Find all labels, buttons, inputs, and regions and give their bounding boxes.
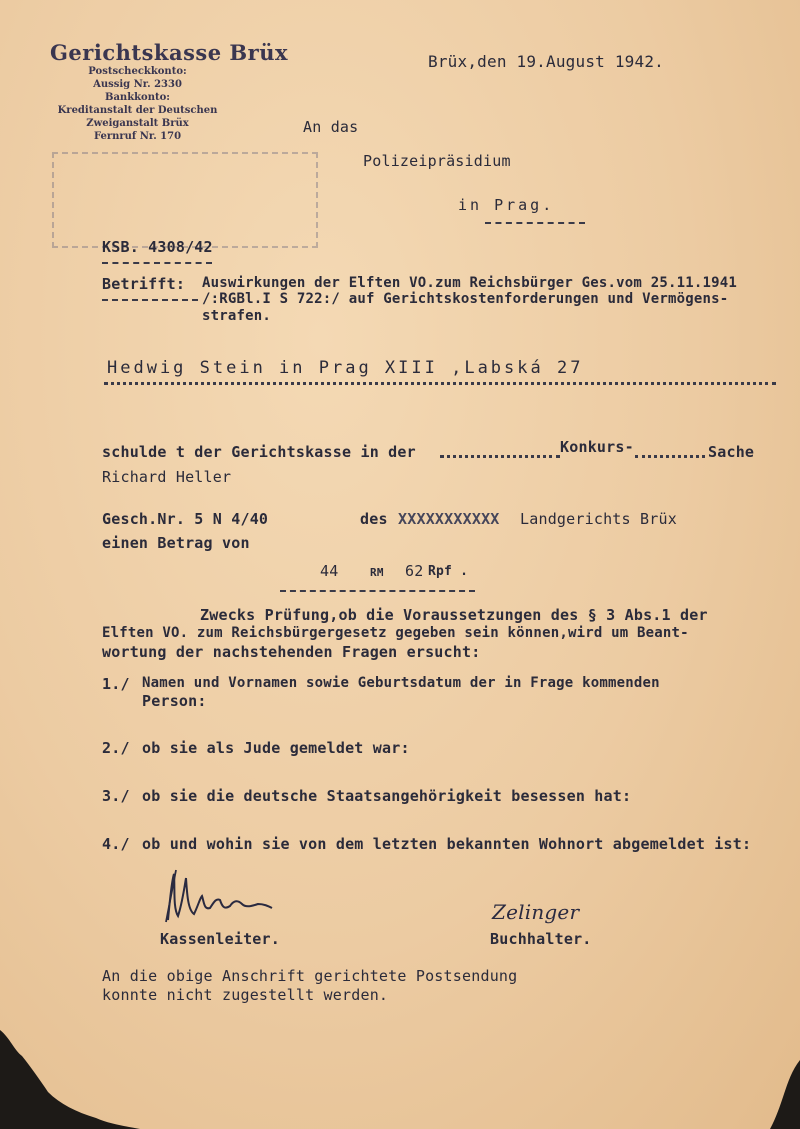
place-date: Brüx,den 19.August 1942. [428, 52, 664, 71]
court-name: Landgerichts Brüx [520, 510, 677, 528]
kassenleiter-signature [160, 868, 275, 928]
debtor-line: Hedwig Stein in Prag XIII ,Labská 27 [107, 358, 584, 378]
subject-dash [102, 299, 198, 301]
underline-prag [485, 222, 585, 224]
owes-text: schulde t der Gerichtskasse in der [102, 443, 416, 461]
recipient-line-2: Polizeipräsidium [363, 152, 511, 170]
question-2-text: ob sie als Jude gemeldet war: [142, 739, 410, 757]
question-3-num: 3./ [102, 787, 130, 805]
amount-rm: 44 [320, 562, 339, 580]
amount-underline [280, 590, 475, 592]
kassenleiter-title: Kassenleiter. [160, 930, 280, 948]
subject-line-1: Auswirkungen der Elften VO.zum Reichsbürger Ges.vom 25.11.1941 [202, 275, 737, 291]
subject-line-3: strafen. [202, 308, 272, 324]
faint-stamp-mark [52, 152, 318, 248]
office-line: Zweiganstalt Brüx [86, 118, 189, 129]
case-dots-2 [635, 455, 705, 458]
struck-text: XXXXXXXXXXX [398, 510, 500, 528]
party-name: Richard Heller [102, 468, 232, 486]
case-sache: Sache [708, 443, 755, 461]
letterhead-stamp [50, 40, 288, 143]
recipient-line-3: in Prag. [458, 196, 555, 214]
gesch-nr: Gesch.Nr. 5 N 4/40 [102, 510, 269, 528]
office-line: Postscheckkonto: [88, 66, 187, 77]
question-3-text: ob sie die deutsche Staatsangehörigkeit besessen hat: [142, 787, 632, 805]
des-label: des [360, 510, 388, 528]
footer-line-1: An die obige Anschrift gerichtete Postsendung [102, 967, 518, 985]
case-type: Konkurs- [560, 438, 634, 456]
recipient-line-1: An das [303, 118, 359, 136]
question-1-cont: Person: [142, 692, 207, 710]
buchhalter-signature: Zelinger [492, 900, 580, 924]
underline-reference [102, 262, 212, 264]
subject-line-2: /:RGBl.I S 722:/ auf Gerichtskostenforderungen und Vermögens- [202, 291, 729, 307]
reference-number: KSB. 4308/42 [102, 238, 213, 256]
debtor-dotted-line [104, 382, 776, 385]
torn-corner-bottom-right [740, 1060, 800, 1129]
question-1-text: Namen und Vornamen sowie Geburtsdatum der in Frage kommenden [142, 675, 660, 691]
case-dots-1 [440, 455, 560, 458]
question-4-num: 4./ [102, 835, 130, 853]
footer-line-2: konnte nicht zugestellt werden. [102, 986, 389, 1004]
body-line-2: Elften VO. zum Reichsbürgergesetz gegeben sein können,wird um Beant- [102, 625, 689, 641]
body-line-1: Zwecks Prüfung,ob die Voraussetzungen des § 3 Abs.1 der [200, 606, 708, 624]
question-4-text: ob und wohin sie von dem letzten bekannten Wohnort abgemeldet ist: [142, 835, 752, 853]
subject-label: Betrifft: [102, 275, 186, 293]
amount-label: einen Betrag von [102, 534, 250, 552]
office-line: Bankkonto: [105, 92, 170, 103]
question-2-num: 2./ [102, 739, 130, 757]
rm-label: RM [370, 566, 384, 579]
body-line-3: wortung der nachstehenden Fragen ersucht: [102, 643, 481, 661]
office-line: Aussig Nr. 2330 [93, 79, 182, 90]
office-line: Kreditanstalt der Deutschen [57, 105, 218, 116]
question-1-num: 1./ [102, 675, 130, 693]
torn-corner-bottom-left [0, 1000, 140, 1129]
office-name: Gerichtskasse Brüx [50, 40, 288, 65]
amount-rpf: 62 [405, 562, 424, 580]
buchhalter-title: Buchhalter. [490, 930, 592, 948]
office-line: Fernruf Nr. 170 [93, 131, 182, 142]
rpf-label: Rpf . [428, 564, 469, 579]
